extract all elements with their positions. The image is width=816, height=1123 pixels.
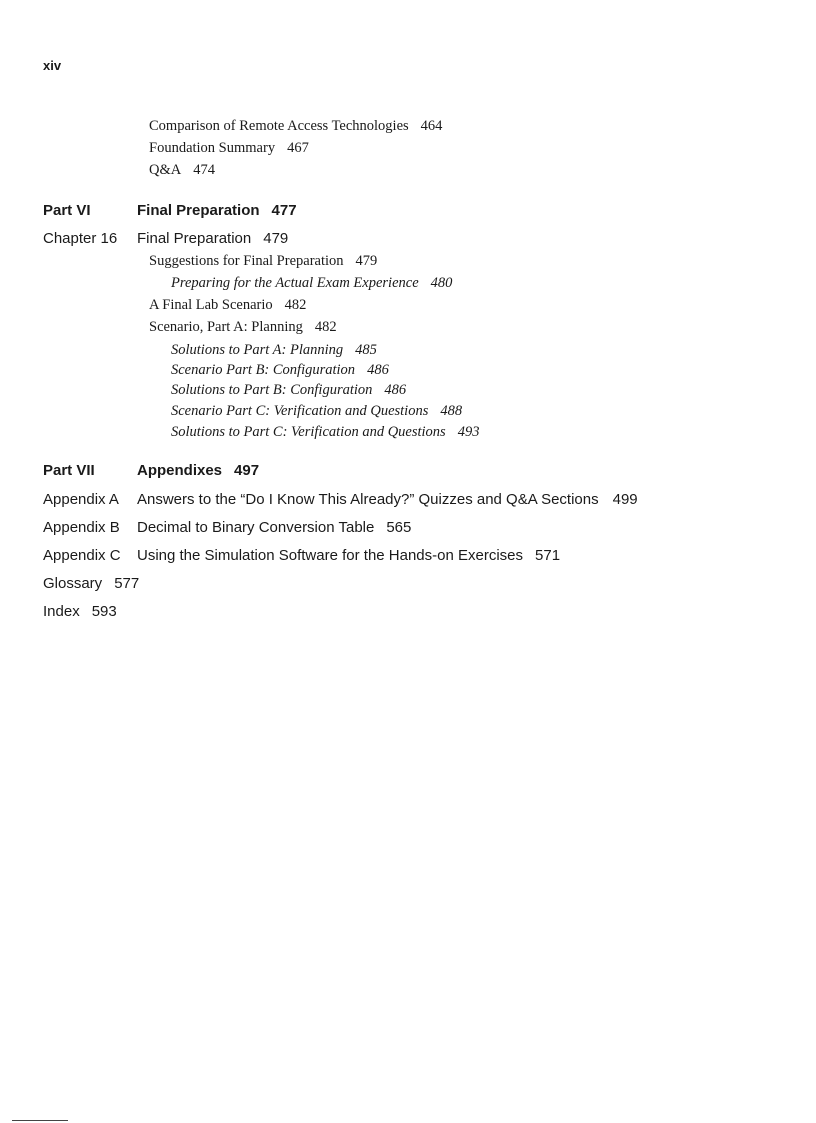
toc-entry: [149, 118, 442, 135]
entry-title: Scenario Part C: Verification and Questions: [171, 403, 429, 419]
entry-page: 479: [355, 253, 378, 269]
appendix-label: Appendix C: [43, 547, 121, 564]
entry-title: Solutions to Part B: Configuration: [171, 382, 373, 398]
entry-page: 474: [193, 162, 215, 178]
part-label: Part VI: [43, 202, 91, 219]
entry-page: 482: [284, 297, 307, 313]
part-title-row: [137, 462, 259, 479]
appendix-page: 565: [386, 519, 412, 536]
entry-title: Foundation Summary: [149, 140, 276, 156]
entry-page: 480: [430, 275, 453, 291]
entry-page: 482: [314, 319, 337, 335]
part-page: 497: [234, 462, 260, 479]
appendix-label: Appendix A: [43, 491, 119, 508]
entry-page: 464: [420, 118, 443, 134]
toc-subentry: [171, 275, 452, 292]
entry-title: A Final Lab Scenario: [149, 297, 273, 313]
appendix-title: Decimal to Binary Conversion Table: [137, 519, 375, 536]
appendix-title-row: [137, 547, 560, 564]
part-title: Appendixes: [137, 462, 223, 479]
toc-subentry: [171, 403, 462, 420]
chapter-label: Chapter 16: [43, 230, 118, 247]
toc-subentry: [171, 362, 389, 379]
entry-title: Q&A: [149, 162, 182, 178]
toc-entry: [149, 297, 306, 314]
appendix-title: Using the Simulation Software for the Hands-on Exercises: [137, 547, 524, 564]
entry-title: Scenario Part B: Configuration: [171, 362, 356, 378]
appendix-title: Answers to the “Do I Know This Already?” Quizzes and Q&A Sections: [137, 491, 599, 508]
entry-page: 486: [384, 382, 407, 398]
page-number: xiv: [43, 58, 62, 73]
appendix-label: Appendix B: [43, 519, 120, 536]
chapter-title: Final Preparation: [137, 230, 252, 247]
index-page: 593: [91, 603, 117, 620]
part-title: Final Preparation: [137, 202, 260, 219]
entry-title: Solutions to Part A: Planning: [171, 342, 344, 358]
entry-title: Comparison of Remote Access Technologies: [149, 118, 409, 134]
toc-subentry: [171, 382, 406, 399]
entry-page: 467: [287, 140, 309, 156]
appendix-title-row: [137, 519, 411, 536]
toc-entry: [149, 253, 377, 270]
entry-title: Suggestions for Final Preparation: [149, 253, 344, 269]
entry-title: Preparing for the Actual Exam Experience: [171, 275, 419, 291]
entry-page: 488: [440, 403, 463, 419]
appendix-page: 571: [535, 547, 561, 564]
toc-entry: [149, 162, 215, 179]
chapter-page: 479: [263, 230, 289, 247]
toc-entry: [149, 140, 309, 157]
part-page: 477: [271, 202, 297, 219]
entry-page: 485: [355, 342, 377, 358]
appendix-page: 499: [612, 491, 638, 508]
entry-page: 486: [367, 362, 389, 378]
glossary-title: Glossary: [43, 575, 103, 592]
entry-title: Scenario, Part A: Planning: [149, 319, 303, 335]
index-entry: [43, 603, 117, 620]
entry-title: Solutions to Part C: Verification and Questions: [171, 424, 446, 440]
footer-rule: [12, 1120, 68, 1121]
part-title-row: [137, 202, 297, 219]
toc-subentry: [171, 424, 479, 441]
index-title: Index: [43, 603, 80, 620]
toc-subentry: [171, 342, 377, 359]
appendix-title-row: [137, 491, 638, 508]
glossary-page: 577: [114, 575, 140, 592]
glossary-entry: [43, 575, 139, 592]
toc-entry: [149, 319, 337, 336]
entry-page: 493: [457, 424, 480, 440]
chapter-title-row: [137, 230, 288, 247]
part-label: Part VII: [43, 462, 95, 479]
